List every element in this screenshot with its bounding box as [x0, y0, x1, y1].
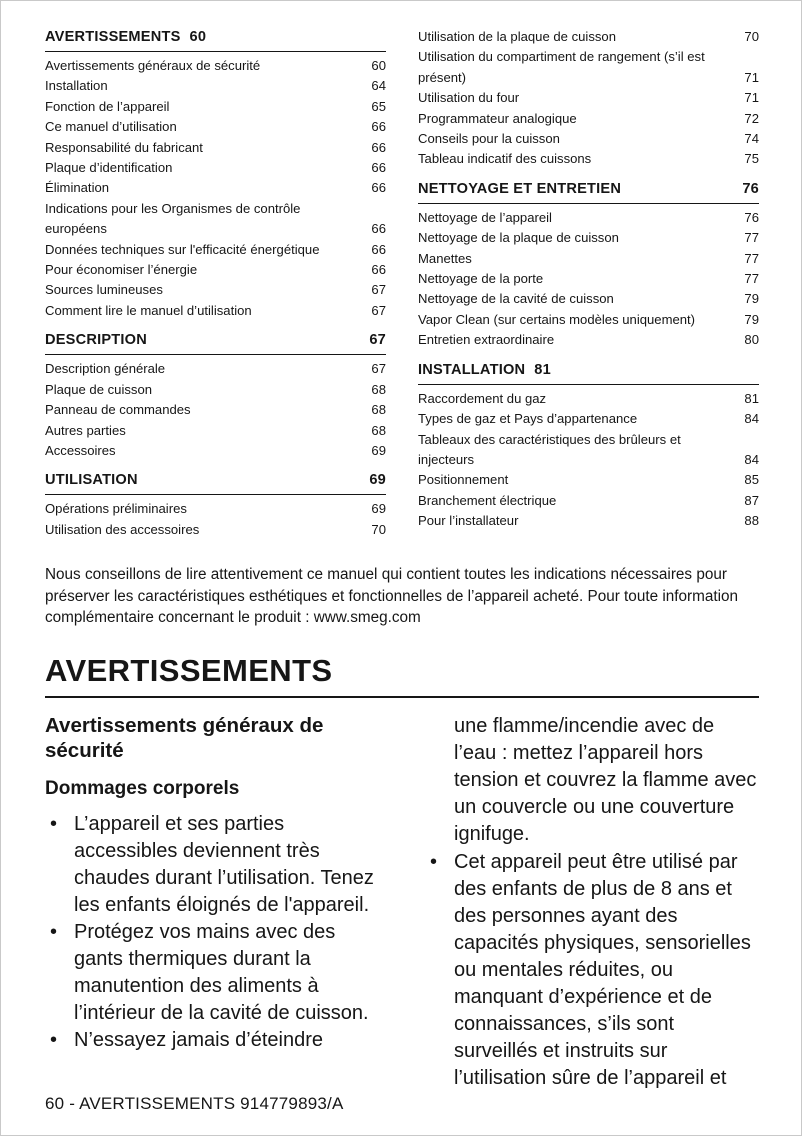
toc-entry-page: 75	[744, 151, 759, 167]
toc-entry	[45, 97, 386, 117]
toc-entry	[418, 289, 759, 309]
toc-entry-page: 66	[371, 160, 386, 176]
toc-entry-page: 66	[371, 221, 386, 237]
toc-section-title: UTILISATION	[45, 472, 138, 489]
toc-entry-label: Tableau indicatif des cuissons	[418, 151, 592, 167]
toc-entry-label: Installation	[45, 78, 108, 94]
toc-entry-page: 66	[371, 262, 386, 278]
toc-entry-page: 80	[744, 332, 759, 348]
toc-section-heading	[418, 360, 759, 381]
toc-entry-page: 79	[744, 311, 759, 327]
toc-entry-label: Utilisation du compartiment de rangement (s’il est présent)	[418, 49, 705, 85]
toc-entry-page: 67	[371, 282, 386, 298]
toc-entry-page: 68	[371, 422, 386, 438]
toc-entry	[418, 208, 759, 228]
toc-entry-page: 66	[371, 241, 386, 257]
page-footer: 60 - AVERTISSEMENTS 914779893/A	[45, 1094, 344, 1113]
toc-entry-label: Positionnement	[418, 472, 509, 488]
bullet-icon: •	[50, 920, 58, 943]
toc-entry-page: 66	[371, 119, 386, 135]
bullet-text: Protégez vos mains avec des gants thermiques durant la manutention des aliments à l’intérieur de la cavité de cuisson.	[74, 920, 369, 1024]
toc-entry-page: 72	[744, 110, 759, 126]
toc-heading-rule	[418, 384, 759, 385]
intro-paragraph: Nous conseillons de lire attentivement ce manuel qui contient toutes les indications nécessaires pour préserver les caractéristiques esthétiques et fonctionnelles de l’appareil acheté. Pour toute information complémentaire concernant le produit : www.smeg.com	[45, 566, 738, 627]
toc-entry-label: Nettoyage de l’appareil	[418, 209, 552, 225]
toc-section-page: 69	[369, 472, 386, 489]
toc-heading-rule	[45, 354, 386, 355]
toc-entry-label: Indications pour les Organismes de contrôle européens	[45, 200, 301, 237]
toc-entry-label: Accessoires	[45, 442, 116, 458]
toc-entry-page: 60	[371, 58, 386, 73]
bullet-item	[45, 919, 379, 1027]
toc-entry	[45, 178, 386, 198]
toc-entry-label: Ce manuel d’utilisation	[45, 119, 177, 135]
toc-entry-label: Pour économiser l’énergie	[45, 262, 198, 278]
bullet-item	[45, 811, 379, 919]
toc-entry	[45, 56, 386, 76]
toc-entry-label: Plaque de cuisson	[45, 381, 153, 397]
toc-section-heading	[418, 179, 759, 200]
toc-entry	[45, 158, 386, 178]
toc-entry	[418, 409, 759, 429]
toc-entry-page: 71	[744, 69, 759, 85]
table-of-contents	[45, 27, 759, 540]
toc-entry-page: 69	[371, 442, 386, 458]
toc-entry-label: Responsabilité du fabricant	[45, 139, 203, 155]
toc-entry	[45, 260, 386, 280]
toc-entry	[418, 47, 759, 88]
toc-entry	[45, 76, 386, 96]
toc-entry-label: Utilisation des accessoires	[45, 521, 200, 537]
toc-entry-page: 68	[371, 381, 386, 397]
toc-entry-label: Plaque d’identification	[45, 160, 173, 176]
subsection-heading: Dommages corporels	[45, 777, 240, 799]
toc-entry	[418, 149, 759, 169]
toc-entry-page: 67	[371, 361, 386, 377]
toc-entry	[45, 499, 386, 519]
toc-section-page: 81	[534, 361, 551, 378]
toc-entry	[418, 310, 759, 330]
toc-section-page: 60	[189, 29, 207, 45]
toc-entry-label: Opérations préliminaires	[45, 501, 187, 517]
toc-entry-label: Panneau de commandes	[45, 402, 191, 418]
toc-entry-label: Données techniques sur l'efficacité énergétique	[45, 241, 320, 257]
body-column	[425, 713, 759, 1092]
toc-section-title: DESCRIPTION	[45, 332, 147, 349]
toc-entry	[45, 441, 386, 461]
toc-entry-page: 66	[371, 139, 386, 155]
toc-column	[418, 27, 759, 532]
toc-entry-label: Utilisation de la plaque de cuisson	[418, 29, 616, 44]
toc-entry-label: Programmateur analogique	[418, 110, 577, 126]
toc-entry	[418, 249, 759, 269]
toc-entry-label: Types de gaz et Pays d’appartenance	[418, 411, 638, 427]
bullet-text: Cet appareil peut être utilisé par des enfants de plus de 8 ans et des personnes ayant des capacités physiques, sensorielles ou mentales réduites, ou manquant d’expérience et de connaissances, s’ils sont surveillés et instruits sur l’utilisation sûre de l’appareil et	[454, 850, 751, 1089]
toc-entry-page: 84	[744, 411, 759, 427]
toc-entry	[45, 520, 386, 540]
toc-entry-page: 69	[371, 501, 386, 517]
toc-column	[45, 27, 386, 540]
toc-entry	[45, 359, 386, 379]
toc-entry-label: Nettoyage de la porte	[418, 271, 544, 287]
toc-entry-label: Pour l’installateur	[418, 513, 519, 529]
toc-entry-page: 81	[744, 390, 759, 406]
toc-heading-rule	[418, 203, 759, 204]
toc-entry	[418, 511, 759, 531]
toc-entry-page: 70	[371, 521, 386, 537]
toc-entry	[418, 27, 759, 47]
toc-entry-label: Sources lumineuses	[45, 282, 163, 298]
toc-entry	[418, 470, 759, 490]
toc-entry-page: 77	[744, 230, 759, 246]
toc-section-page: 76	[742, 180, 759, 197]
toc-entry	[418, 389, 759, 409]
body-column	[45, 713, 379, 1054]
toc-entry	[418, 109, 759, 129]
bullet-icon: •	[430, 850, 438, 873]
toc-entry-page: 65	[371, 98, 386, 114]
toc-entry-page: 77	[744, 271, 759, 287]
section-heading: Avertissements généraux de sécurité	[45, 713, 324, 763]
toc-entry	[45, 421, 386, 441]
toc-entry	[45, 380, 386, 400]
toc-entry-page: 79	[744, 291, 759, 307]
toc-heading-rule	[45, 494, 386, 495]
toc-entry	[45, 240, 386, 260]
toc-entry-label: Nettoyage de la plaque de cuisson	[418, 230, 619, 246]
page-title: AVERTISSEMENTS	[45, 652, 333, 688]
toc-entry	[418, 129, 759, 149]
toc-entry-page: 76	[744, 209, 759, 225]
toc-entry-label: Utilisation du four	[418, 90, 520, 106]
toc-entry-page: 77	[744, 250, 759, 266]
toc-entry	[418, 269, 759, 289]
toc-entry-page: 71	[744, 90, 759, 106]
toc-entry	[45, 138, 386, 158]
toc-entry-page: 85	[744, 472, 759, 488]
toc-entry-label: Fonction de l’appareil	[45, 98, 170, 114]
toc-entry-label: Conseils pour la cuisson	[418, 131, 560, 147]
title-rule	[45, 696, 759, 698]
toc-entry	[45, 400, 386, 420]
bullet-item	[45, 1027, 379, 1054]
toc-section-title: INSTALLATION	[418, 361, 526, 378]
toc-entry-page: 64	[371, 78, 386, 94]
toc-entry-page: 88	[744, 513, 759, 529]
toc-entry	[418, 228, 759, 248]
toc-entry-label: Tableaux des caractéristiques des brûleurs et injecteurs	[418, 431, 681, 467]
toc-entry-label: Avertissements généraux de sécurité	[45, 58, 261, 73]
toc-section-heading	[45, 470, 386, 491]
bullet-item	[425, 849, 759, 1092]
toc-entry	[45, 301, 386, 321]
bullet-text: N’essayez jamais d’éteindre	[74, 1028, 324, 1051]
toc-entry-page: 87	[744, 492, 759, 508]
toc-section-title: AVERTISSEMENTS	[45, 29, 181, 45]
toc-entry-page: 67	[371, 302, 386, 318]
paragraph-continuation: une flamme/incendie avec de l’eau : mettez l’appareil hors tension et couvrez la flamme avec un couvercle ou une couverture ignifuge.	[454, 714, 757, 845]
toc-entry-page: 68	[371, 402, 386, 418]
toc-entry-label: Manettes	[418, 250, 472, 266]
toc-entry	[418, 430, 759, 471]
toc-heading-rule	[45, 51, 386, 52]
toc-entry-label: Branchement électrique	[418, 492, 557, 508]
toc-entry	[418, 88, 759, 108]
toc-entry	[45, 280, 386, 300]
toc-entry-label: Nettoyage de la cavité de cuisson	[418, 291, 614, 307]
toc-entry-label: Vapor Clean (sur certains modèles uniquement)	[418, 311, 696, 327]
toc-entry-label: Description générale	[45, 361, 166, 377]
toc-entry-label: Entretien extraordinaire	[418, 332, 555, 348]
toc-entry-label: Comment lire le manuel d’utilisation	[45, 302, 252, 318]
toc-entry-label: Raccordement du gaz	[418, 390, 547, 406]
toc-entry	[45, 199, 386, 240]
toc-entry-page: 70	[744, 29, 759, 44]
bullet-icon: •	[50, 1028, 58, 1051]
body-text	[45, 713, 759, 1092]
toc-entry	[45, 117, 386, 137]
toc-entry	[418, 491, 759, 511]
toc-section-title: NETTOYAGE ET ENTRETIEN	[418, 180, 622, 197]
toc-entry-page: 84	[744, 451, 759, 467]
toc-entry	[418, 330, 759, 350]
bullet-icon: •	[50, 812, 58, 835]
toc-entry-page: 74	[744, 131, 759, 147]
toc-entry-label: Autres parties	[45, 422, 126, 438]
toc-entry-label: Élimination	[45, 180, 110, 196]
toc-section-heading	[45, 27, 386, 48]
bullet-text: L’appareil et ses parties accessibles deviennent très chaudes durant l’utilisation. Tenez les enfants éloignés de l'appareil.	[74, 812, 374, 916]
toc-entry-page: 66	[371, 180, 386, 196]
toc-section-page: 67	[369, 332, 386, 349]
toc-section-heading	[45, 330, 386, 351]
